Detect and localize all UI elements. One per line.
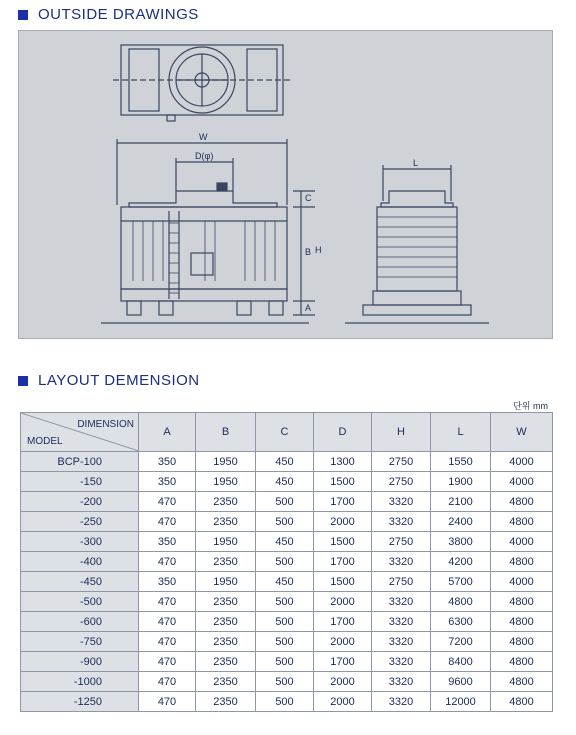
- bullet-square-icon: [18, 376, 28, 386]
- dimension-cell: 12000: [431, 692, 491, 712]
- dimension-cell: 4800: [491, 692, 553, 712]
- dimension-cell: 350: [139, 532, 196, 552]
- table-row: [21, 672, 553, 692]
- dimension-cell: 1900: [431, 472, 491, 492]
- dimension-cell: 2000: [314, 672, 372, 692]
- table-row: [21, 492, 553, 512]
- table-row: [21, 632, 553, 652]
- column-header: B: [196, 413, 256, 452]
- dimension-cell: 1950: [196, 572, 256, 592]
- side-foundation: [363, 305, 471, 315]
- dimension-cell: 2350: [196, 592, 256, 612]
- leg-3: [237, 301, 251, 315]
- model-cell: -900: [21, 652, 139, 672]
- label-c: C: [305, 193, 312, 203]
- label-a: A: [305, 303, 312, 313]
- dimension-cell: 470: [139, 492, 196, 512]
- column-header: L: [431, 413, 491, 452]
- dimension-cell: 8400: [431, 652, 491, 672]
- model-cell: -1000: [21, 672, 139, 692]
- model-cell: -300: [21, 532, 139, 552]
- dimension-cell: 4000: [491, 572, 553, 592]
- dimension-cell: 4800: [491, 512, 553, 532]
- dimension-cell: 500: [256, 552, 314, 572]
- model-cell: -250: [21, 512, 139, 532]
- column-header: D: [314, 413, 372, 452]
- side-basin: [373, 291, 461, 305]
- column-header: C: [256, 413, 314, 452]
- dimension-cell: 2750: [372, 572, 431, 592]
- dimension-cell: 1950: [196, 472, 256, 492]
- dimension-cell: 1550: [431, 452, 491, 472]
- dimension-cell: 2350: [196, 552, 256, 572]
- table-row: [21, 572, 553, 592]
- dimension-cell: 350: [139, 572, 196, 592]
- dimension-cell: 500: [256, 612, 314, 632]
- dimension-cell: 2750: [372, 532, 431, 552]
- dimension-cell: 4800: [431, 592, 491, 612]
- dimension-cell: 3320: [372, 512, 431, 532]
- dimension-cell: 1500: [314, 472, 372, 492]
- dimension-cell: 3320: [372, 692, 431, 712]
- dimension-cell: 450: [256, 452, 314, 472]
- dimension-cell: 2350: [196, 512, 256, 532]
- table-corner-cell: [21, 413, 139, 452]
- side-fan-stack: [381, 191, 453, 207]
- table-header-row: [21, 413, 553, 452]
- dimension-cell: 2750: [372, 472, 431, 492]
- dimension-cell: 470: [139, 512, 196, 532]
- dimension-cell: 3320: [372, 652, 431, 672]
- leg-4: [269, 301, 283, 315]
- dimension-cell: 7200: [431, 632, 491, 652]
- bullet-square-icon: [18, 10, 28, 20]
- column-header: W: [491, 413, 553, 452]
- dimension-cell: 450: [256, 472, 314, 492]
- dimension-cell: 1950: [196, 452, 256, 472]
- leg-2: [159, 301, 173, 315]
- dimension-cell: 470: [139, 592, 196, 612]
- dimension-cell: 500: [256, 632, 314, 652]
- dimension-cell: 2350: [196, 632, 256, 652]
- dimension-cell: 3320: [372, 592, 431, 612]
- dimension-cell: 2400: [431, 512, 491, 532]
- layout-dimension-title: LAYOUT DEMENSION: [38, 372, 200, 389]
- label-b: B: [305, 247, 312, 257]
- model-cell: BCP-100: [21, 452, 139, 472]
- label-w: W: [199, 132, 208, 142]
- dimension-cell: 5700: [431, 572, 491, 592]
- dimension-cell: 1700: [314, 652, 372, 672]
- dimension-cell: 4800: [491, 672, 553, 692]
- dimension-cell: 4800: [491, 592, 553, 612]
- outside-drawings-title: OUTSIDE DRAWINGS: [38, 6, 199, 23]
- dimension-cell: 2350: [196, 692, 256, 712]
- column-header: A: [139, 413, 196, 452]
- dimension-cell: 470: [139, 552, 196, 572]
- dimension-cell: 9600: [431, 672, 491, 692]
- model-cell: -400: [21, 552, 139, 572]
- dimension-cell: 3320: [372, 612, 431, 632]
- table-row: [21, 612, 553, 632]
- dimension-cell: 470: [139, 672, 196, 692]
- label-d: D(φ): [195, 151, 214, 161]
- front-casing: [121, 207, 287, 289]
- dimension-cell: 1700: [314, 552, 372, 572]
- basin: [121, 289, 287, 301]
- layout-dimension-heading: [18, 372, 200, 389]
- column-header: H: [372, 413, 431, 452]
- table-row: [21, 532, 553, 552]
- dimension-cell: 3320: [372, 552, 431, 572]
- dimension-cell: 2350: [196, 612, 256, 632]
- dimension-cell: 1300: [314, 452, 372, 472]
- dimension-cell: 2000: [314, 592, 372, 612]
- access-door: [191, 253, 213, 275]
- outside-drawings-heading: [18, 6, 199, 23]
- dimension-cell: 2350: [196, 672, 256, 692]
- dimension-cell: 470: [139, 652, 196, 672]
- dimension-cell: 3320: [372, 632, 431, 652]
- corner-dimension-label: DIMENSION: [77, 419, 134, 430]
- fan-stack-outline: [129, 191, 277, 207]
- table-row: [21, 512, 553, 532]
- dimension-cell: 1950: [196, 532, 256, 552]
- corner-model-label: MODEL: [27, 436, 63, 447]
- dimension-cell: 4200: [431, 552, 491, 572]
- dimension-cell: 2000: [314, 512, 372, 532]
- model-cell: -1250: [21, 692, 139, 712]
- dimension-cell: 2350: [196, 492, 256, 512]
- dimension-cell: 500: [256, 692, 314, 712]
- dimension-cell: 4800: [491, 552, 553, 572]
- model-cell: -150: [21, 472, 139, 492]
- dimension-cell: 1500: [314, 532, 372, 552]
- dimension-cell: 350: [139, 452, 196, 472]
- cooling-tower-drawing: [19, 31, 552, 338]
- dimension-cell: 470: [139, 692, 196, 712]
- table-row: [21, 452, 553, 472]
- dimension-cell: 2750: [372, 452, 431, 472]
- dimension-cell: 2000: [314, 692, 372, 712]
- dimension-cell: 4800: [491, 632, 553, 652]
- dimension-cell: 500: [256, 672, 314, 692]
- dimension-cell: 2000: [314, 632, 372, 652]
- leg-1: [127, 301, 141, 315]
- model-cell: -750: [21, 632, 139, 652]
- table-row: [21, 692, 553, 712]
- dimension-cell: 1700: [314, 492, 372, 512]
- dimension-cell: 500: [256, 512, 314, 532]
- dimension-cell: 4800: [491, 492, 553, 512]
- dimension-cell: 470: [139, 612, 196, 632]
- dimension-cell: 350: [139, 472, 196, 492]
- dimension-cell: 2100: [431, 492, 491, 512]
- dimension-cell: 4000: [491, 452, 553, 472]
- model-cell: -450: [21, 572, 139, 592]
- dimension-cell: 4800: [491, 612, 553, 632]
- dimension-cell: 3320: [372, 672, 431, 692]
- table-row: [21, 652, 553, 672]
- dimension-cell: 500: [256, 652, 314, 672]
- side-casing: [377, 207, 457, 291]
- dimension-cell: 450: [256, 532, 314, 552]
- dimension-cell: 3320: [372, 492, 431, 512]
- table-row: [21, 592, 553, 612]
- dimension-cell: 470: [139, 632, 196, 652]
- model-cell: -600: [21, 612, 139, 632]
- dimension-cell: 6300: [431, 612, 491, 632]
- dimension-cell: 1700: [314, 612, 372, 632]
- unit-label: 단위 mm: [513, 401, 548, 411]
- dimension-cell: 4000: [491, 532, 553, 552]
- table-row: [21, 472, 553, 492]
- label-h: H: [315, 245, 322, 255]
- dimension-cell: 1500: [314, 572, 372, 592]
- model-cell: -200: [21, 492, 139, 512]
- dimension-cell: 450: [256, 572, 314, 592]
- dimension-cell: 2350: [196, 652, 256, 672]
- dimension-cell: 500: [256, 592, 314, 612]
- dimension-cell: 500: [256, 492, 314, 512]
- label-l: L: [413, 158, 419, 168]
- table-row: [21, 552, 553, 572]
- dimension-cell: 4000: [491, 472, 553, 492]
- outside-drawing-panel: [18, 30, 553, 339]
- dimension-cell: 4800: [491, 652, 553, 672]
- layout-dimension-table: [20, 412, 553, 712]
- dimension-cell: 3800: [431, 532, 491, 552]
- model-cell: -500: [21, 592, 139, 612]
